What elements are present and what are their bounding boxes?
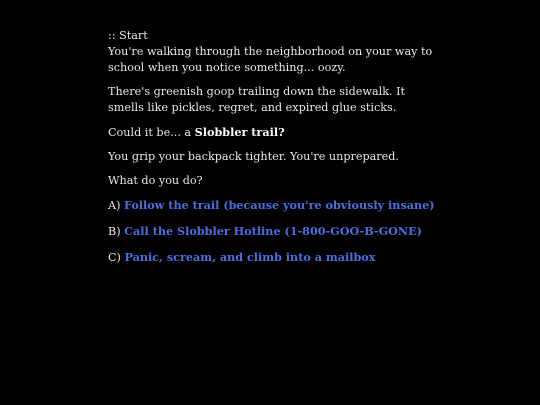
paragraph-question <box>108 124 438 141</box>
choice-b-link[interactable]: Call the Slobbler Hotline (1-800-GOO-B-GONE) <box>124 224 422 238</box>
question-prefix: Could it be... a <box>108 126 195 139</box>
paragraph-goop: There's greenish goop trailing down the sidewalk. It smells like pickles, regret, and expired glue sticks. <box>108 85 406 114</box>
paragraph-intro: You're walking through the neighborhood on your way to school when you notice something... oozy. <box>108 45 433 74</box>
paragraph-prompt: What do you do? <box>108 174 203 187</box>
choice-c <box>108 249 438 266</box>
story-passage <box>108 28 438 275</box>
choice-b-letter: B) <box>108 225 121 238</box>
slobbler-trail-emphasis: Slobbler trail? <box>194 125 285 139</box>
choice-b <box>108 223 438 240</box>
choice-c-letter: C) <box>108 251 121 264</box>
passage-title: :: Start <box>108 29 148 42</box>
choice-a-letter: A) <box>108 199 121 212</box>
choice-a <box>108 197 438 214</box>
choice-c-link[interactable]: Panic, scream, and climb into a mailbox <box>124 250 376 264</box>
choice-a-link[interactable]: Follow the trail (because you're obviously insane) <box>124 198 435 212</box>
paragraph-backpack: You grip your backpack tighter. You're unprepared. <box>108 150 399 163</box>
